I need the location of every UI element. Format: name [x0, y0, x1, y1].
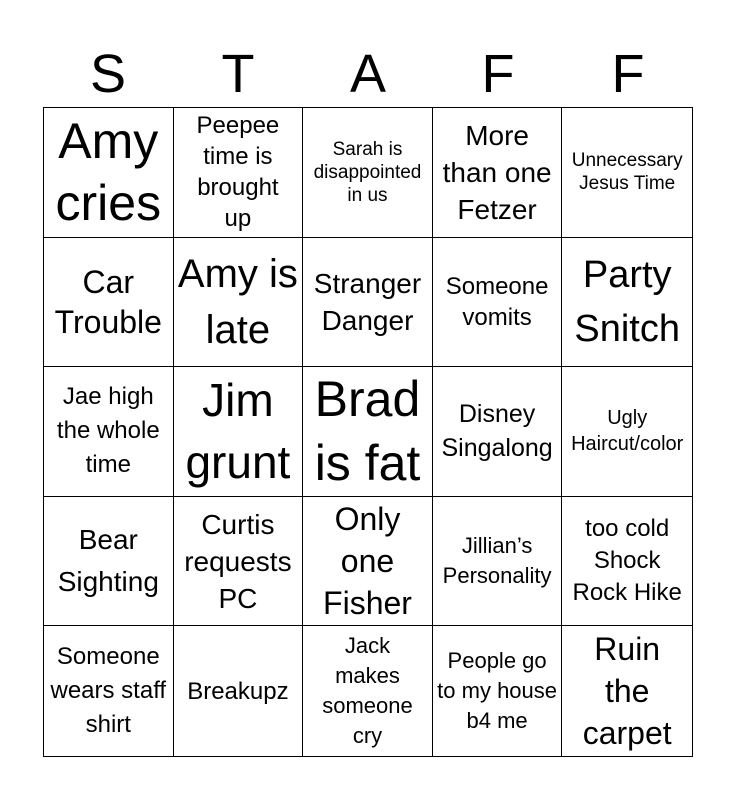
cell-text: Peepee time is brought up: [196, 112, 280, 233]
header-letter-s: S: [89, 44, 127, 104]
bingo-cell-r3c3[interactable]: [303, 367, 433, 497]
bingo-cell-r1c1[interactable]: [44, 108, 174, 238]
bingo-cell-r2c3[interactable]: [303, 238, 433, 368]
bingo-cell-r2c4[interactable]: [433, 238, 563, 368]
bingo-cell-r4c3[interactable]: [303, 497, 433, 627]
bingo-cell-r3c4[interactable]: [433, 367, 563, 497]
bingo-cell-r5c2[interactable]: [174, 626, 304, 756]
cell-text: Stranger Danger: [313, 267, 422, 336]
cell-text: Curtis requests PC: [184, 508, 292, 614]
cell-text: Breakupz: [187, 677, 289, 705]
header-letter-f1: F: [481, 44, 515, 104]
cell-text: Jack makes someone cry: [322, 633, 413, 749]
cell-text: Amy cries: [55, 113, 162, 232]
bingo-cell-r4c1[interactable]: [44, 497, 174, 627]
bingo-cell-r2c2[interactable]: [174, 238, 304, 368]
bingo-cell-r4c2[interactable]: [174, 497, 304, 627]
cell-text: More than one Fetzer: [442, 119, 552, 225]
bingo-cell-r5c5[interactable]: [562, 626, 692, 756]
bingo-cell-r1c3[interactable]: [303, 108, 433, 238]
cell-text: Ruin the carpet: [582, 631, 672, 752]
cell-text: too cold Shock Rock Hike: [572, 515, 682, 607]
cell-text: Disney Singalong: [441, 400, 553, 463]
bingo-cell-r2c1[interactable]: [44, 238, 174, 368]
cell-text: Brad is fat: [314, 371, 421, 492]
bingo-cell-r1c5[interactable]: [562, 108, 692, 238]
bingo-cell-r3c1[interactable]: [44, 367, 174, 497]
header-letter-f2: F: [611, 44, 645, 104]
cell-text: Sarah is disappointed in us: [313, 138, 422, 206]
cell-text: Bear Sighting: [57, 524, 159, 598]
header-letter-t: T: [221, 44, 255, 104]
bingo-cell-r4c4[interactable]: [433, 497, 563, 627]
bingo-cell-r1c4[interactable]: [433, 108, 563, 238]
cell-text: Only one Fisher: [323, 501, 412, 622]
cell-text: Party Snitch: [574, 253, 680, 350]
bingo-cell-r5c1[interactable]: [44, 626, 174, 756]
cell-text: Ugly Haircut/color: [571, 407, 684, 456]
cell-text: Unnecessary Jesus Time: [571, 150, 683, 195]
bingo-cell-r3c2[interactable]: [174, 367, 304, 497]
header-letter-a: A: [349, 44, 387, 104]
cell-text: Someone vomits: [445, 272, 549, 331]
cell-text: Jae high the whole time: [56, 383, 160, 479]
bingo-cell-r5c4[interactable]: [433, 626, 563, 756]
bingo-cell-r4c5[interactable]: [562, 497, 692, 627]
bingo-cell-r1c2[interactable]: [174, 108, 304, 238]
bingo-cell-r2c5[interactable]: [562, 238, 692, 368]
cell-text: Amy is late: [177, 251, 298, 352]
bingo-cell-r3c5[interactable]: [562, 367, 692, 497]
cell-text: Someone wears staff shirt: [50, 643, 167, 739]
bingo-grid: [43, 107, 693, 757]
cell-text: People go to my house b4 me: [437, 648, 558, 734]
bingo-cell-r5c3[interactable]: [303, 626, 433, 756]
cell-text: Jillian’s Personality: [442, 533, 552, 589]
cell-text: Car Trouble: [54, 263, 162, 340]
bingo-header: [43, 40, 693, 108]
cell-text: Jim grunt: [185, 374, 291, 489]
